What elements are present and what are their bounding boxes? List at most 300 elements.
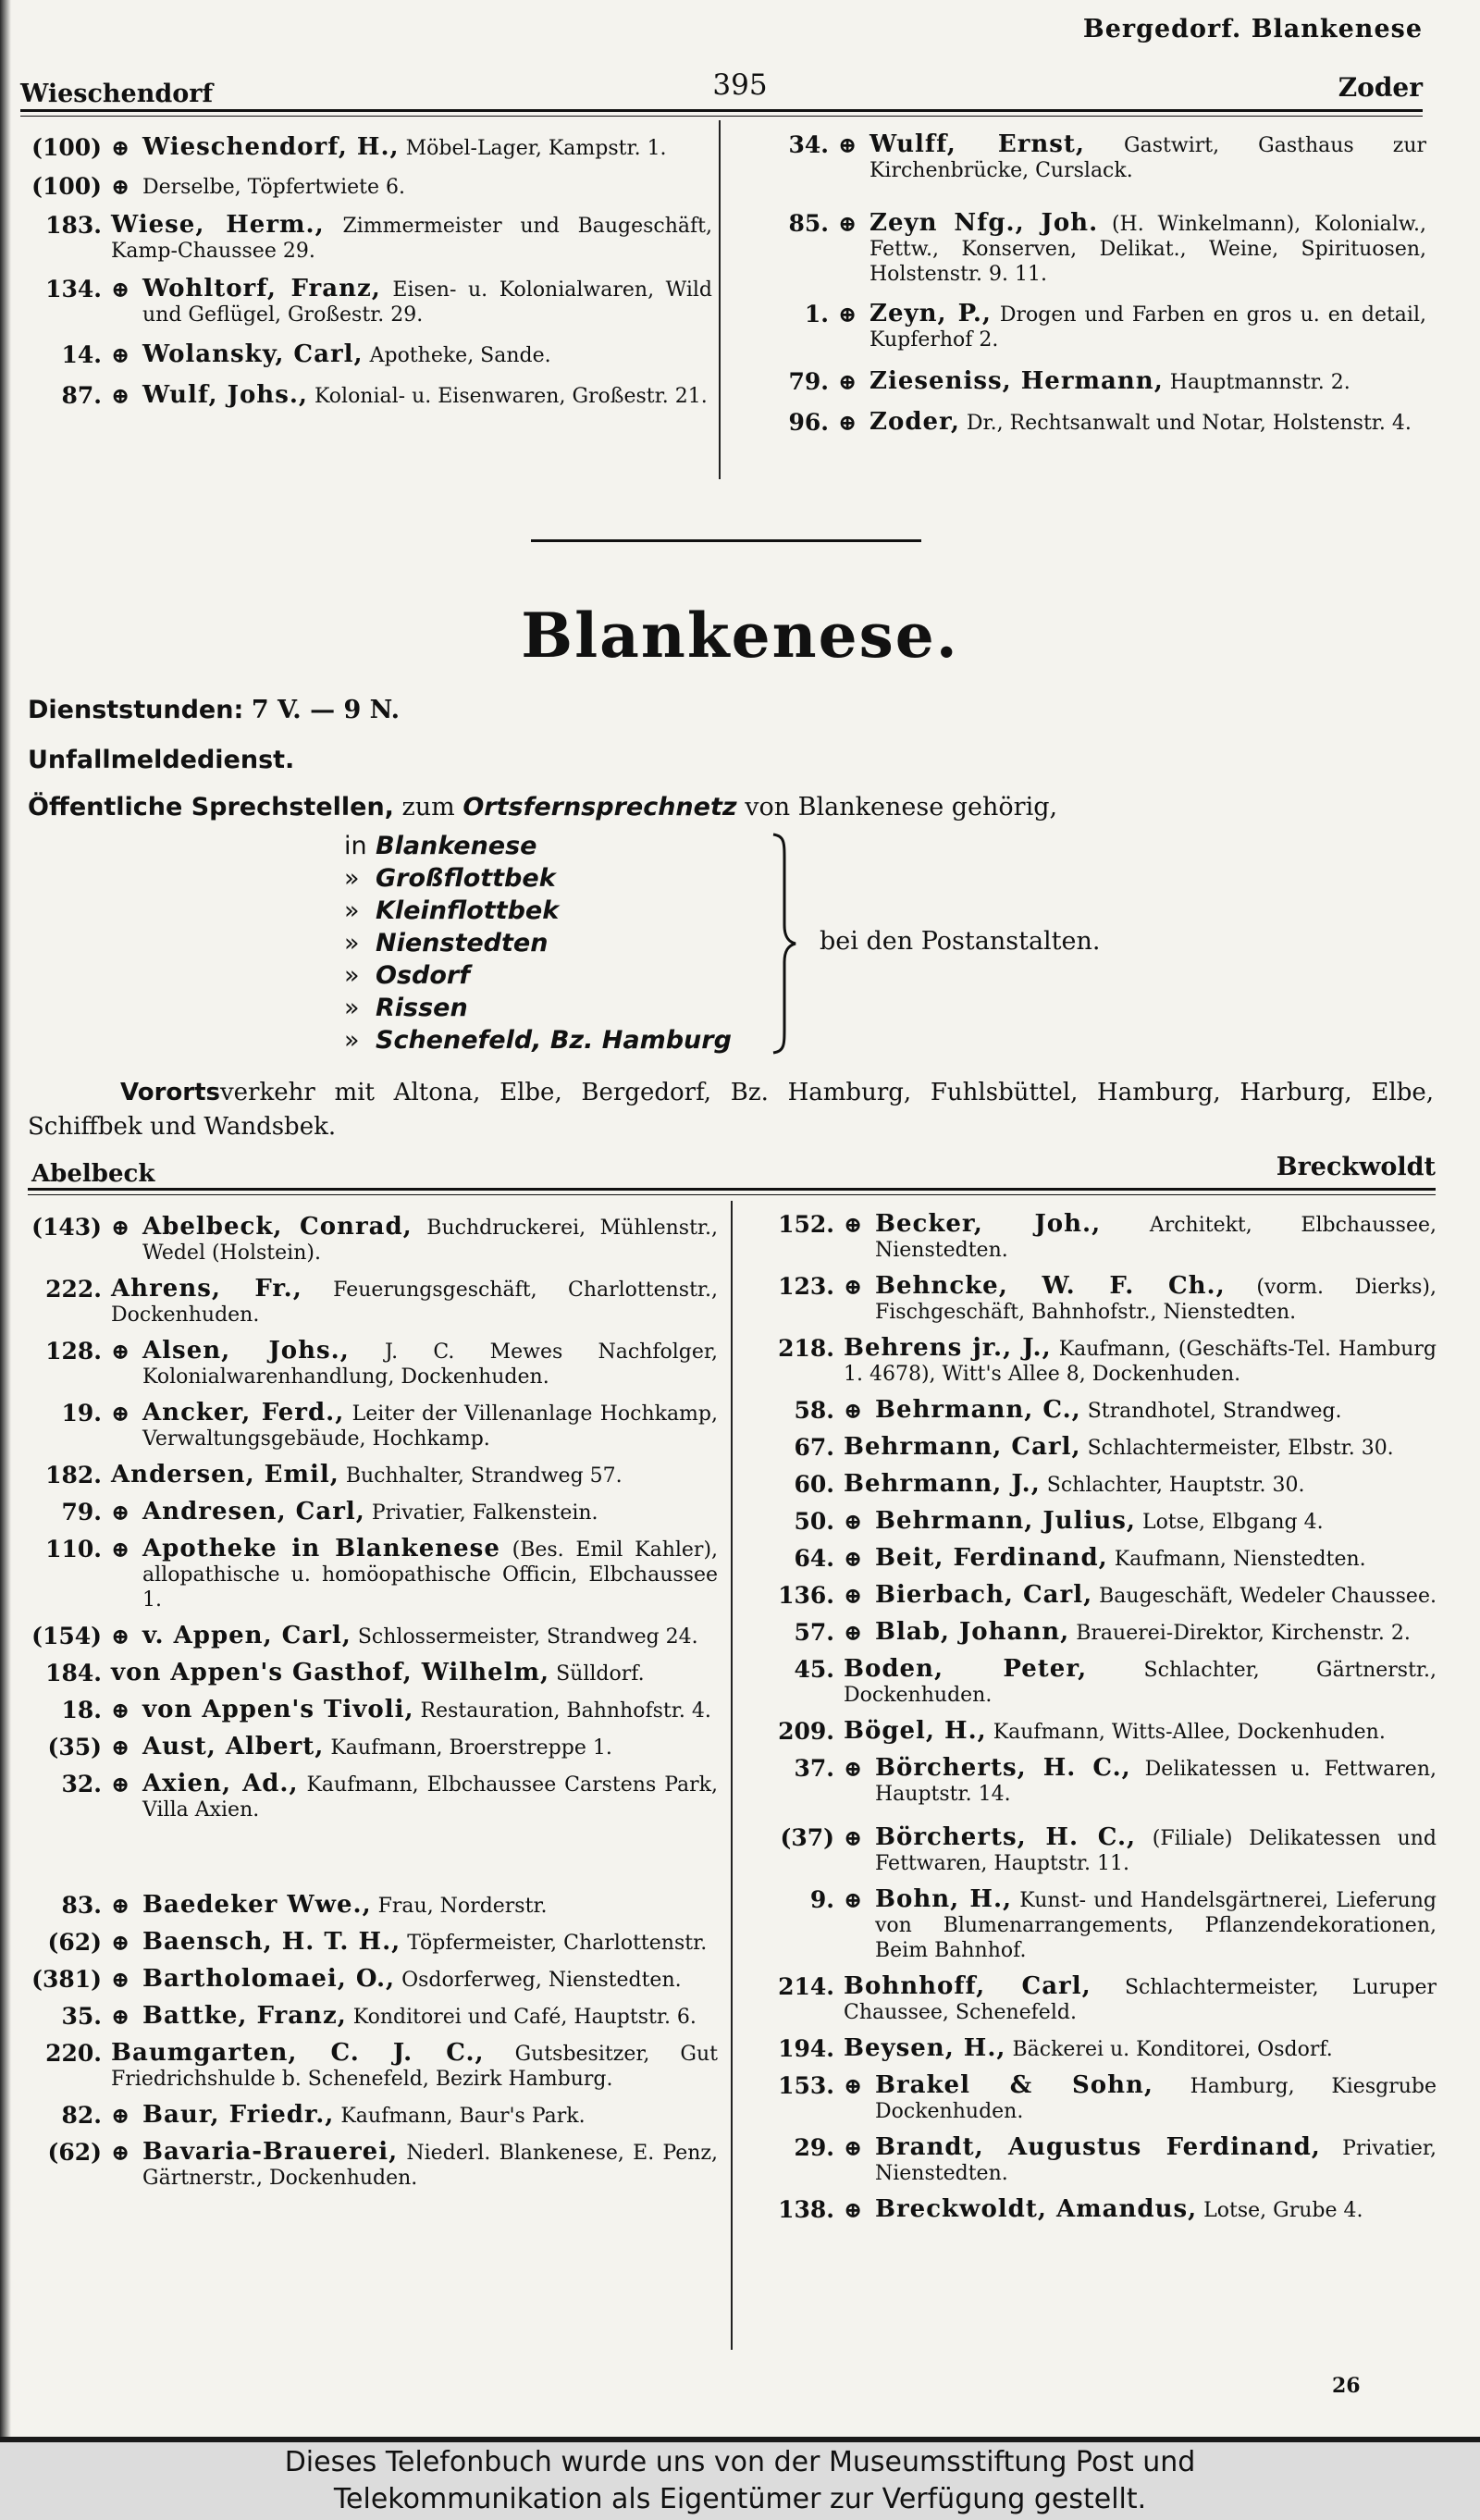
directory-entry bbox=[757, 1336, 1437, 1387]
entry-details: Kolonial- u. Eisenwaren, Großestr. 21. bbox=[314, 385, 708, 408]
entry-text bbox=[142, 1215, 718, 1266]
entry-details: Schlossermeister, Strandweg 24. bbox=[357, 1625, 698, 1649]
entry-name: Blab, Johann, bbox=[875, 1618, 1070, 1646]
phone-number: 79. bbox=[788, 368, 829, 395]
telephone-symbol-icon: ⊕ bbox=[111, 1734, 130, 1760]
place-prefix: » bbox=[344, 864, 360, 893]
phone-number: (154) bbox=[31, 1623, 102, 1649]
entry-name: Behrmann, J., bbox=[844, 1470, 1041, 1498]
place-name: Schenefeld, Bz. Hamburg bbox=[376, 1026, 732, 1055]
entry-text bbox=[142, 174, 712, 200]
entry-details: (H. Winkelmann), Kolonialw., Fettw., Konserven, Delikat., Weine, Spirituosen, Holstenstr. 9. 11. bbox=[870, 213, 1426, 286]
directory-entry bbox=[757, 2197, 1437, 2223]
phone-number: 110. bbox=[45, 1536, 102, 1563]
office-hours-value: 7 V. — 9 N. bbox=[251, 696, 401, 724]
entry-details: Strandhotel, Strandweg. bbox=[1087, 1400, 1342, 1423]
call-stations-network: Ortsfernsprechnetz bbox=[462, 793, 737, 821]
main-left-column bbox=[28, 1215, 718, 2202]
entry-name: Aust, Albert, bbox=[142, 1733, 325, 1760]
entry-details: Lotse, Elbgang 4. bbox=[1141, 1511, 1324, 1534]
entry-details: Derselbe, Töpfertwiete 6. bbox=[142, 176, 406, 199]
entry-text bbox=[875, 1212, 1437, 1263]
entry-name: von Appen's Gasthof, Wilhelm, bbox=[111, 1659, 550, 1686]
telephone-symbol-icon: ⊕ bbox=[838, 409, 857, 436]
phone-number: (100) bbox=[31, 173, 102, 200]
place-name: Rissen bbox=[376, 994, 468, 1022]
telephone-symbol-icon: ⊕ bbox=[111, 2102, 130, 2129]
entry-details: Buchhalter, Strandweg 57. bbox=[345, 1464, 623, 1488]
phone-number: 32. bbox=[61, 1771, 102, 1797]
entry-text bbox=[142, 1500, 718, 1526]
place-name: Kleinflottbek bbox=[376, 896, 560, 925]
directory-entry bbox=[28, 1698, 718, 1723]
entry-details: Konditorei und Café, Hauptstr. 6. bbox=[352, 2006, 697, 2029]
phone-number: (100) bbox=[31, 134, 102, 161]
telephone-symbol-icon: ⊕ bbox=[111, 1892, 130, 1919]
entry-details: (Bes. Emil Kahler), allopathische u. homöopathische Officin, Elbchaussee 1. bbox=[142, 1538, 719, 1612]
directory-entry bbox=[28, 1772, 718, 1822]
directory-entry bbox=[740, 410, 1426, 436]
entry-details: Brauerei-Direktor, Kirchenstr. 2. bbox=[1076, 1622, 1411, 1645]
telephone-symbol-icon: ⊕ bbox=[111, 1771, 130, 1797]
place-name: Osdorf bbox=[376, 961, 470, 990]
phone-number: 19. bbox=[61, 1400, 102, 1427]
phone-number: (143) bbox=[31, 1214, 102, 1241]
directory-entry bbox=[757, 1583, 1437, 1609]
directory-entry bbox=[28, 1215, 718, 1266]
entry-text bbox=[142, 1339, 718, 1390]
directory-entry bbox=[28, 1339, 718, 1390]
place-prefix: » bbox=[344, 961, 360, 990]
entry-text bbox=[142, 1537, 718, 1612]
directory-entry bbox=[28, 1930, 718, 1956]
entry-text bbox=[111, 1277, 718, 1328]
brace-label: bei den Postanstalten. bbox=[820, 927, 1101, 956]
telephone-symbol-icon: ⊕ bbox=[111, 1623, 130, 1649]
phone-number: 214. bbox=[778, 1973, 834, 2000]
directory-entry bbox=[28, 2004, 718, 2030]
entry-name: Brandt, Augustus Ferdinand, bbox=[875, 2133, 1321, 2161]
entry-details: Kaufmann, Broerstreppe 1. bbox=[330, 1736, 612, 1760]
entry-text bbox=[844, 1336, 1437, 1387]
phone-number: 182. bbox=[45, 1462, 102, 1489]
directory-entry bbox=[757, 1887, 1437, 1963]
phone-number: 14. bbox=[61, 341, 102, 368]
place-name: Blankenese bbox=[376, 832, 537, 860]
entry-details: Möbel-Lager, Kampstr. 1. bbox=[405, 137, 667, 160]
telephone-symbol-icon: ⊕ bbox=[111, 1499, 130, 1526]
entry-name: Wohltorf, Franz, bbox=[142, 275, 381, 303]
running-header-right: Zoder bbox=[1338, 72, 1423, 103]
call-station-place bbox=[344, 895, 732, 927]
footer-line-1: Dieses Telefonbuch wurde uns von der Museumsstiftung Post und bbox=[284, 2446, 1196, 2478]
place-name: Nienstedten bbox=[376, 929, 549, 957]
entry-details: Apotheke, Sande. bbox=[369, 344, 551, 367]
telephone-symbol-icon: ⊕ bbox=[844, 1273, 863, 1300]
entry-name: Alsen, Johs., bbox=[142, 1337, 350, 1365]
telephone-symbol-icon: ⊕ bbox=[111, 134, 130, 161]
footer-line-2: Telekommunikation als Eigentümer zur Verfügung gestellt. bbox=[333, 2483, 1147, 2515]
entry-details: Töpfermeister, Charlottenstr. bbox=[407, 1932, 708, 1955]
entry-name: Bartholomaei, O., bbox=[142, 1965, 396, 1993]
place-name: Großflottbek bbox=[376, 864, 556, 893]
entry-name: Brakel & Sohn, bbox=[875, 2071, 1153, 2099]
accident-service: Unfallmeldedienst. bbox=[28, 746, 295, 774]
page-number: 395 bbox=[712, 68, 768, 102]
entry-text bbox=[142, 383, 712, 409]
directory-entry bbox=[28, 1401, 718, 1451]
entry-name: Baensch, H. T. H., bbox=[142, 1928, 401, 1956]
entry-name: Zeyn Nfg., Joh. bbox=[870, 209, 1099, 237]
entry-name: Axien, Ad., bbox=[142, 1770, 299, 1797]
directory-entry bbox=[28, 277, 712, 327]
phone-number: 209. bbox=[778, 1718, 834, 1745]
phone-number: 9. bbox=[809, 1886, 834, 1913]
telephone-symbol-icon: ⊕ bbox=[844, 1886, 863, 1913]
running-header-places: Bergedorf. Blankenese bbox=[1082, 15, 1423, 43]
entry-name: Wulf, Johs., bbox=[142, 381, 308, 409]
directory-entry bbox=[757, 1657, 1437, 1708]
directory-entry bbox=[28, 2140, 718, 2191]
phone-number: 87. bbox=[61, 382, 102, 409]
entry-name: Becker, Joh., bbox=[875, 1210, 1102, 1238]
entry-name: Baedeker Wwe., bbox=[142, 1891, 372, 1919]
phone-number: (35) bbox=[47, 1734, 102, 1760]
entry-text bbox=[142, 1401, 718, 1451]
telephone-symbol-icon: ⊕ bbox=[844, 1619, 863, 1646]
entry-details: Baugeschäft, Wedeler Chaussee. bbox=[1099, 1585, 1437, 1608]
phone-number: 85. bbox=[788, 210, 829, 237]
entry-details: Lotse, Grube 4. bbox=[1203, 2199, 1363, 2222]
main-right-column bbox=[757, 1212, 1437, 2234]
entry-name: Apotheke in Blankenese bbox=[142, 1535, 500, 1563]
phone-number: 50. bbox=[794, 1508, 834, 1535]
entry-details: Kaufmann, Witts-Allee, Dockenhuden. bbox=[993, 1721, 1386, 1744]
entry-text bbox=[111, 1463, 718, 1489]
entry-text bbox=[142, 2004, 718, 2030]
office-hours bbox=[28, 696, 400, 724]
range-start-header: Abelbeck bbox=[31, 1160, 155, 1188]
entry-name: Behrmann, Carl, bbox=[844, 1433, 1081, 1461]
top-left-column bbox=[28, 135, 712, 418]
entry-details: Gastwirt, Gasthaus zur Kirchenbrücke, Curslack. bbox=[870, 134, 1426, 182]
call-station-place bbox=[344, 959, 732, 992]
phone-number: 58. bbox=[794, 1397, 834, 1424]
telephone-symbol-icon: ⊕ bbox=[111, 1338, 130, 1365]
entry-name: Battke, Franz, bbox=[142, 2002, 347, 2030]
entry-name: Bohnhoff, Carl, bbox=[844, 1972, 1092, 2000]
range-end-header: Breckwoldt bbox=[1276, 1153, 1436, 1181]
phone-number: 18. bbox=[61, 1697, 102, 1723]
telephone-symbol-icon: ⊕ bbox=[111, 1929, 130, 1956]
entry-name: Zoder, bbox=[870, 408, 960, 436]
telephone-symbol-icon: ⊕ bbox=[111, 1536, 130, 1563]
entry-name: Behrmann, Julius, bbox=[875, 1507, 1136, 1535]
entry-name: Bavaria-Brauerei, bbox=[142, 2138, 399, 2166]
directory-entry bbox=[28, 1967, 718, 1993]
entry-name: Ancker, Ferd., bbox=[142, 1399, 345, 1427]
entry-name: Bögel, H., bbox=[844, 1717, 987, 1745]
entry-text bbox=[844, 1657, 1437, 1708]
directory-entry bbox=[757, 1435, 1437, 1461]
entry-name: Beit, Ferdinand, bbox=[875, 1544, 1108, 1572]
call-station-places bbox=[344, 830, 732, 1056]
entry-details: Leiter der Villenanlage Hochkamp, Verwaltungsgebäude, Hochkamp. bbox=[142, 1402, 718, 1451]
entry-details: Gutsbesitzer, Gut Friedrichshulde b. Schenefeld, Bezirk Hamburg. bbox=[111, 2043, 718, 2091]
entry-details: Schlachter, Hauptstr. 30. bbox=[1046, 1474, 1305, 1497]
entry-name: Wolansky, Carl, bbox=[142, 340, 364, 368]
telephone-symbol-icon: ⊕ bbox=[844, 2196, 863, 2223]
telephone-symbol-icon: ⊕ bbox=[111, 341, 130, 368]
directory-entry bbox=[757, 1398, 1437, 1424]
telephone-symbol-icon: ⊕ bbox=[111, 1697, 130, 1723]
directory-entry bbox=[28, 1661, 718, 1686]
suburban-label: Vororts bbox=[120, 1079, 220, 1106]
entry-details: Hamburg, Kiesgrube Dockenhuden. bbox=[875, 2075, 1437, 2123]
entry-name: Andresen, Carl, bbox=[142, 1498, 365, 1526]
entry-name: Bohn, H., bbox=[875, 1885, 1013, 1913]
entry-name: Baur, Friedr., bbox=[142, 2101, 335, 2129]
telephone-symbol-icon: ⊕ bbox=[844, 2134, 863, 2161]
telephone-symbol-icon: ⊕ bbox=[111, 1966, 130, 1993]
telephone-symbol-icon: ⊕ bbox=[844, 2072, 863, 2099]
telephone-symbol-icon: ⊕ bbox=[844, 1211, 863, 1238]
phone-number: 64. bbox=[794, 1545, 834, 1572]
phone-number: 128. bbox=[45, 1338, 102, 1365]
directory-entry bbox=[28, 1893, 718, 1919]
directory-entry bbox=[757, 1620, 1437, 1646]
telephone-symbol-icon: ⊕ bbox=[111, 1400, 130, 1427]
entry-details: Dr., Rechtsanwalt und Notar, Holstenstr. 4. bbox=[966, 412, 1412, 435]
entry-details: Eisen- u. Kolonialwaren, Wild und Geflügel, Großestr. 29. bbox=[142, 278, 713, 327]
running-header-left: Wieschendorf bbox=[20, 80, 214, 108]
entry-name: Baumgarten, C. J. C., bbox=[111, 2039, 485, 2067]
entry-details: Kaufmann, Elbchaussee Carstens Park, Villa Axien. bbox=[142, 1773, 718, 1822]
phone-number: 45. bbox=[794, 1656, 834, 1683]
directory-entry bbox=[757, 1756, 1437, 1807]
entry-text bbox=[870, 410, 1426, 436]
telephone-symbol-icon: ⊕ bbox=[111, 1214, 130, 1241]
directory-entry bbox=[28, 342, 712, 368]
entry-name: Börcherts, H. C., bbox=[875, 1754, 1131, 1782]
directory-entry bbox=[28, 1463, 718, 1489]
directory-entry bbox=[28, 1277, 718, 1328]
directory-entry bbox=[757, 2135, 1437, 2186]
directory-entry bbox=[28, 174, 712, 200]
entry-details: Bäckerei u. Konditorei, Osdorf. bbox=[1012, 2038, 1333, 2061]
entry-name: Behrens jr., J., bbox=[844, 1334, 1052, 1362]
entry-text bbox=[870, 211, 1426, 287]
directory-entry bbox=[757, 1825, 1437, 1876]
entry-details: Privatier, Falkenstein. bbox=[371, 1501, 598, 1525]
call-stations-label: Öffentliche Sprechstellen, bbox=[28, 793, 394, 821]
phone-number: 96. bbox=[788, 409, 829, 436]
entry-text bbox=[875, 2135, 1437, 2186]
entry-name: Beysen, H., bbox=[844, 2034, 1006, 2062]
directory-entry bbox=[757, 1509, 1437, 1535]
directory-entry bbox=[757, 1546, 1437, 1572]
directory-entry bbox=[28, 1537, 718, 1612]
directory-entry bbox=[740, 132, 1426, 183]
entry-name: Bierbach, Carl, bbox=[875, 1581, 1093, 1609]
entry-text bbox=[844, 1435, 1437, 1461]
entry-name: Zeyn, P., bbox=[870, 300, 992, 327]
entry-text bbox=[844, 1719, 1437, 1745]
telephone-symbol-icon: ⊕ bbox=[844, 1824, 863, 1851]
entry-text bbox=[875, 1887, 1437, 1963]
entry-details: Kunst- und Handelsgärtnerei, Lieferung von Blumenarrangements, Pflanzendekorationen, Beim Bahnhof. bbox=[875, 1889, 1437, 1962]
entry-text bbox=[142, 135, 712, 161]
directory-entry bbox=[757, 1974, 1437, 2025]
place-prefix: » bbox=[344, 896, 360, 925]
telephone-symbol-icon: ⊕ bbox=[111, 2139, 130, 2166]
directory-entry bbox=[28, 1500, 718, 1526]
directory-entry bbox=[740, 369, 1426, 395]
entry-name: Wulff, Ernst, bbox=[870, 130, 1085, 158]
entry-details: Schlachtermeister, Luruper Chaussee, Schenefeld. bbox=[844, 1976, 1437, 2024]
call-station-place bbox=[344, 1024, 732, 1056]
entry-name: Breckwoldt, Amandus, bbox=[875, 2195, 1198, 2223]
directory-entry bbox=[740, 211, 1426, 287]
directory-entry bbox=[757, 2036, 1437, 2062]
directory-entry bbox=[757, 1212, 1437, 1263]
entry-name: Wieschendorf, H., bbox=[142, 133, 400, 161]
brace-icon bbox=[771, 833, 797, 1055]
directory-entry bbox=[28, 135, 712, 161]
entry-text bbox=[875, 1398, 1437, 1424]
phone-number: (62) bbox=[47, 1929, 102, 1956]
entry-text bbox=[875, 1583, 1437, 1609]
entry-text bbox=[875, 2197, 1437, 2223]
entry-details: Sülldorf. bbox=[556, 1662, 645, 1686]
entry-details: Schlachtermeister, Elbstr. 30. bbox=[1087, 1437, 1394, 1460]
entry-text bbox=[142, 1624, 718, 1649]
call-stations-mid: zum bbox=[401, 793, 455, 821]
directory-entry bbox=[28, 1624, 718, 1649]
entry-name: von Appen's Tivoli, bbox=[142, 1696, 414, 1723]
phone-number: 83. bbox=[61, 1892, 102, 1919]
directory-entry bbox=[740, 302, 1426, 352]
telephone-symbol-icon: ⊕ bbox=[838, 301, 857, 327]
phone-number: (381) bbox=[31, 1966, 102, 1993]
entry-details: Osdorferweg, Nienstedten. bbox=[401, 1969, 682, 1992]
phone-number: 184. bbox=[45, 1660, 102, 1686]
entry-text bbox=[142, 1698, 718, 1723]
entry-name: Boden, Peter, bbox=[844, 1655, 1088, 1683]
entry-details: Kaufmann, Nienstedten. bbox=[1114, 1548, 1366, 1571]
directory-entry bbox=[757, 1719, 1437, 1745]
entry-details: Kaufmann, (Geschäfts-Tel. Hamburg 1. 4678), Witt's Allee 8, Dockenhuden. bbox=[844, 1338, 1437, 1386]
entry-details: Feuerungsgeschäft, Charlottenstr., Dockenhuden. bbox=[111, 1279, 718, 1327]
phone-number: 67. bbox=[794, 1434, 834, 1461]
entry-text bbox=[875, 2073, 1437, 2124]
main-column-divider bbox=[731, 1201, 733, 2350]
telephone-symbol-icon: ⊕ bbox=[844, 1755, 863, 1782]
section-title: Blankenese. bbox=[521, 599, 959, 672]
place-prefix: » bbox=[344, 994, 360, 1022]
phone-number: 136. bbox=[778, 1582, 834, 1609]
directory-entry bbox=[28, 1735, 718, 1760]
entry-details: Buchdruckerei, Mühlenstr., Wedel (Holstein). bbox=[142, 1217, 718, 1265]
place-prefix: » bbox=[344, 1026, 360, 1055]
phone-number: 222. bbox=[45, 1276, 102, 1303]
telephone-symbol-icon: ⊕ bbox=[838, 210, 857, 237]
entry-details: Restauration, Bahnhofstr. 4. bbox=[420, 1699, 711, 1723]
directory-entry bbox=[757, 2073, 1437, 2124]
entry-text bbox=[111, 2041, 718, 2092]
office-hours-label: Dienststunden: bbox=[28, 696, 244, 724]
call-station-place bbox=[344, 992, 732, 1024]
entry-details: Delikatessen u. Fettwaren, Hauptstr. 14. bbox=[875, 1758, 1437, 1806]
phone-number: 34. bbox=[788, 131, 829, 158]
telephone-symbol-icon: ⊕ bbox=[838, 368, 857, 395]
entry-text bbox=[844, 1472, 1437, 1498]
entry-details: Privatier, Nienstedten. bbox=[875, 2137, 1437, 2185]
phone-number: 194. bbox=[778, 2035, 834, 2062]
phone-number: 60. bbox=[794, 1471, 834, 1498]
entry-name: v. Appen, Carl, bbox=[142, 1622, 352, 1649]
entry-text bbox=[875, 1509, 1437, 1535]
entry-details: (vorm. Dierks), Fischgeschäft, Bahnhofstr., Nienstedten. bbox=[875, 1276, 1437, 1324]
telephone-symbol-icon: ⊕ bbox=[844, 1545, 863, 1572]
footer-page-number: 26 bbox=[1332, 2374, 1361, 2398]
telephone-symbol-icon: ⊕ bbox=[844, 1582, 863, 1609]
phone-number: 218. bbox=[778, 1335, 834, 1362]
entry-name: Behncke, W. F. Ch., bbox=[875, 1272, 1226, 1300]
entry-details: J. C. Mewes Nachfolger, Kolonialwarenhandlung, Dockenhuden. bbox=[142, 1340, 718, 1389]
call-station-place bbox=[344, 830, 732, 862]
entry-text bbox=[875, 1546, 1437, 1572]
phone-number: 152. bbox=[778, 1211, 834, 1238]
call-station-place bbox=[344, 862, 732, 895]
directory-entry bbox=[28, 383, 712, 409]
entry-details: Hauptmannstr. 2. bbox=[1169, 371, 1350, 394]
entry-details: Kaufmann, Baur's Park. bbox=[340, 2105, 586, 2128]
archive-footer bbox=[0, 2442, 1480, 2520]
entry-text bbox=[875, 1756, 1437, 1807]
entry-details: Frau, Norderstr. bbox=[377, 1895, 548, 1918]
entry-details: Zimmermeister und Baugeschäft, Kamp-Chaussee 29. bbox=[111, 215, 712, 263]
phone-number: 1. bbox=[804, 301, 829, 327]
call-station-place bbox=[344, 927, 732, 959]
entry-text bbox=[142, 1735, 718, 1760]
entry-text bbox=[142, 277, 712, 327]
phone-number: 35. bbox=[61, 2003, 102, 2030]
top-right-column bbox=[740, 132, 1426, 445]
entry-text bbox=[111, 213, 712, 264]
phone-number: 220. bbox=[45, 2040, 102, 2067]
entry-text bbox=[875, 1825, 1437, 1876]
phone-number: 153. bbox=[778, 2072, 834, 2099]
entry-text bbox=[142, 1967, 718, 1993]
phone-number: 138. bbox=[778, 2196, 834, 2223]
entry-text bbox=[875, 1620, 1437, 1646]
suburban-traffic-note bbox=[28, 1076, 1434, 1144]
entry-text bbox=[142, 1772, 718, 1822]
entry-text bbox=[142, 342, 712, 368]
section-rule bbox=[28, 1188, 1436, 1195]
header-rule bbox=[20, 109, 1423, 117]
directory-entry bbox=[757, 1274, 1437, 1325]
directory-entry bbox=[28, 2103, 718, 2129]
phone-number: 134. bbox=[45, 276, 102, 303]
entry-details: Architekt, Elbchaussee, Nienstedten. bbox=[875, 1214, 1437, 1262]
phone-number: (37) bbox=[780, 1824, 834, 1851]
entry-details: (Filiale) Delikatessen und Fettwaren, Hauptstr. 11. bbox=[875, 1827, 1437, 1875]
telephone-symbol-icon: ⊕ bbox=[844, 1508, 863, 1535]
telephone-symbol-icon: ⊕ bbox=[111, 173, 130, 200]
telephone-symbol-icon: ⊕ bbox=[838, 131, 857, 158]
